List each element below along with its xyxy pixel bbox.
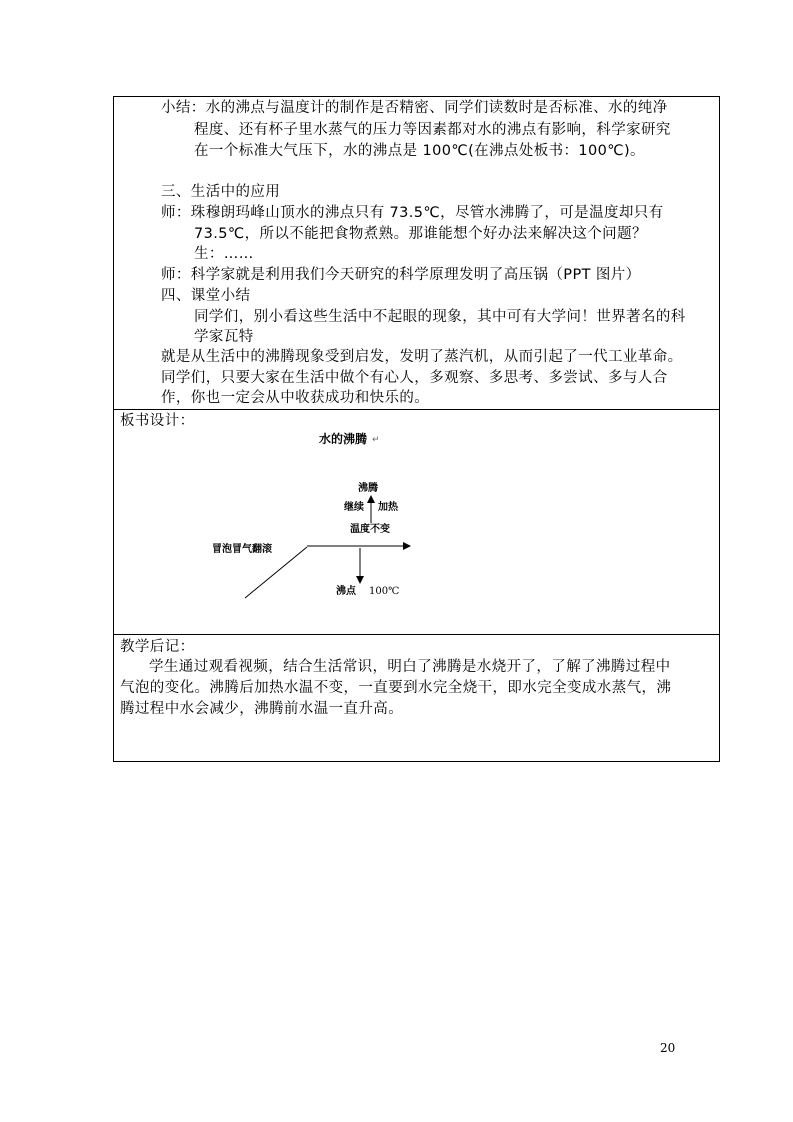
teaching-notes-line: 学生通过观看视频，结合生活常识，明白了沸腾是水烧开了，了解了沸腾过程中 (149, 659, 671, 675)
label-boiling-value: 100℃ (369, 586, 400, 597)
teaching-notes-cell (113, 635, 720, 762)
board-design-cell (113, 408, 720, 635)
label-continue: 继续 (344, 502, 364, 513)
section-three-heading: 三、生活中的应用 (161, 184, 281, 200)
section-four-line: 同学们，只要大家在生活中做个有心人，多观察、多思考、多尝试、多与人合 (161, 370, 668, 386)
label-temp-constant: 温度不变 (350, 524, 390, 535)
summary-line: 在一个标准大气压下，水的沸点是 100℃(在沸点处板书：100℃)。 (194, 143, 645, 159)
section-four-line: 就是从生活中的沸腾现象受到启发，发明了蒸汽机，从而引起了一代工业革命。 (161, 349, 683, 365)
board-design-label: 板书设计： (120, 413, 195, 429)
summary-line: 小结：水的沸点与温度计的制作是否精密、同学们读数时是否标准、水的纯净 (161, 100, 668, 116)
teaching-notes-label: 教学后记： (120, 639, 195, 655)
section-three-line: 师：珠穆朗玛峰山顶水的沸点只有 73.5℃，尽管水沸腾了，可是温度却只有 (161, 205, 664, 221)
section-four-line: 学家瓦特 (194, 329, 254, 345)
lesson-table (113, 96, 720, 762)
label-boiling: 沸腾 (358, 483, 378, 494)
paragraph-mark-icon: ↵ (372, 435, 380, 445)
lesson-content-cell (113, 96, 720, 410)
section-four-line: 同学们，别小看这些生活中不起眼的现象，其中可有大学问！世界著名的科 (194, 309, 686, 325)
section-three-line: 师：科学家就是利用我们今天研究的科学原理发明了高压锅（PPT 图片） (161, 267, 641, 283)
section-four-line: 作，你也一定会从中收获成功和快乐的。 (161, 390, 430, 406)
page-number: 20 (660, 1041, 676, 1055)
label-heating: 加热 (378, 502, 398, 513)
label-boiling-point: 沸点 (336, 586, 356, 597)
section-three-line: 73.5℃，所以不能把食物煮熟。那谁能想个好办法来解决这个问题？ (194, 226, 647, 242)
board-title: 水的沸腾 (319, 432, 368, 446)
boiling-diagram (114, 408, 719, 634)
teaching-notes-line: 腾过程中水会减少，沸腾前水温一直升高。 (120, 701, 404, 717)
section-three-line: 生：…… (194, 246, 254, 262)
label-bubbles: 冒泡冒气翻滚 (212, 544, 272, 555)
teaching-notes-line: 气泡的变化。沸腾后加热水温不变，一直要到水完全烧干，即水完全变成水蒸气，沸 (120, 680, 672, 696)
summary-line: 程度、还有杯子里水蒸气的压力等因素都对水的沸点有影响，科学家研究 (194, 122, 671, 138)
section-four-heading: 四、课堂小结 (161, 288, 251, 304)
